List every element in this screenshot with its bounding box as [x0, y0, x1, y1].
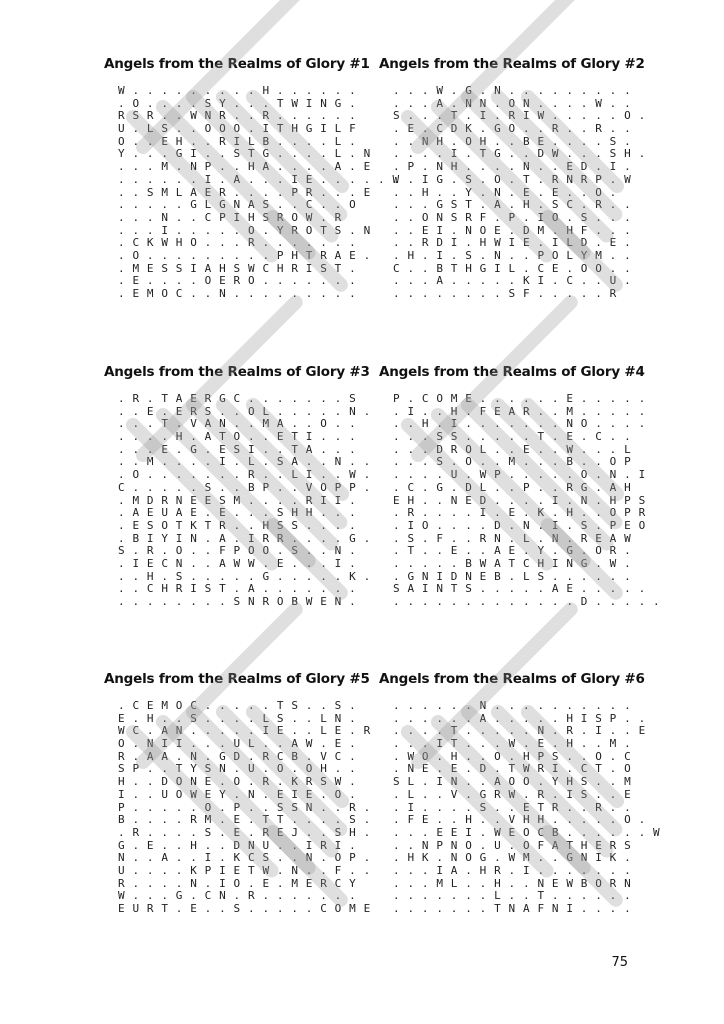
- grid-row: B . . . . R M . E . T T . . . . S .: [118, 813, 371, 827]
- grid-row: . . . . T . . . . . N . R . I . . E: [393, 724, 646, 738]
- grid-row: . . . W . G . N . . . . . . . . .: [393, 84, 632, 97]
- puzzle-title: Angels from the Realms of Glory #4: [379, 364, 645, 380]
- grid-row: . . S M L A E R . . . . P R . . . E: [118, 185, 371, 199]
- puzzle-title: Angels from the Realms of Glory #2: [379, 56, 645, 72]
- grid-row: . R . . . . S . E . R E J . . S H .: [118, 825, 371, 839]
- grid-row: . E M O C . . N . . . . . . . . .: [118, 287, 357, 300]
- grid-row: P . . . . . O . P . . S S N . . R .: [118, 800, 371, 814]
- grid-row: . M D R N E E S M . . . . R I I .: [118, 493, 357, 507]
- grid-row: G . E . . H . . D N U . . I R I .: [118, 838, 357, 852]
- puzzle-4: [379, 363, 661, 609]
- grid-row: . F E . . H . . V H H . . . . . O .: [393, 813, 646, 827]
- letter-grid: [118, 392, 371, 609]
- grid-row: . . . M L . . H . . N E W B O R N: [393, 876, 632, 890]
- grid-row: . . . . H . A T O . . E T I . . .: [118, 430, 357, 444]
- grid-row: . N E . E . D . T W R I . C T . O: [393, 762, 632, 776]
- puzzle-title: Angels from the Realms of Glory #5: [104, 671, 370, 687]
- grid-row: . . . . . . N . . . . . . . . . .: [393, 699, 632, 712]
- grid-row: . . . G S T . A . H . S C . R . .: [393, 198, 632, 212]
- grid-row: . . C H R I S T . A . . . . . . .: [118, 582, 357, 596]
- grid-row: . . N H . O H . . B E . . . . S .: [393, 134, 632, 148]
- grid-row: . . . . . . . T N A F N I . . . .: [393, 902, 632, 915]
- grid-row: . W O . H . . O . H P S . . O . C: [393, 749, 632, 763]
- grid-row: . . . . I . T G . . D W . . . S H .: [393, 147, 646, 161]
- grid-row: W C . A N . . . . . I E . . L E . R: [118, 724, 371, 738]
- page-number: 75: [611, 955, 628, 970]
- grid-row: . . . . U . W P . . . . . O . N . I: [393, 468, 646, 482]
- grid-row: N . . A . . I . K C S . . N . O P .: [118, 851, 371, 865]
- puzzle-1: [104, 55, 400, 301]
- grid-row: . G N I D N E B . L S . . . . . .: [393, 569, 632, 583]
- grid-row: . . N P N O . U . O F A T H E R S: [393, 838, 632, 852]
- grid-row: . I O . . . . D . N . I . S . P E O: [393, 518, 646, 532]
- grid-row: . . . S . O . . M . . . B . . O P: [393, 455, 632, 469]
- letter-grid: [393, 392, 661, 609]
- grid-row: E . H . . S . . . . L S . . L N .: [118, 711, 357, 725]
- puzzle-3: [104, 363, 371, 609]
- grid-row: E H . . N E D . . . . I . N . H P S: [393, 493, 646, 507]
- grid-row: C . . B T H G I L . C E . O O . .: [393, 261, 632, 275]
- letter-grid: [118, 84, 400, 301]
- grid-row: . . E I . N O E . D M . H F . . .: [393, 223, 632, 237]
- grid-row: . . . I T . . . W . E . H . . M .: [393, 737, 632, 751]
- grid-row: W . . . G . C N . R . . . . . . .: [118, 889, 357, 903]
- grid-row: R . . . . N . I O . E . M E R C Y: [118, 876, 357, 890]
- grid-row: . . . . . . . . S N R O B W E N .: [118, 595, 357, 608]
- grid-row: . R . T A E R G C . . . . . . . S: [118, 392, 357, 405]
- grid-row: . . . I A . H R . I . . . . . . .: [393, 863, 632, 877]
- puzzle-title: Angels from the Realms of Glory #3: [104, 364, 370, 380]
- grid-row: S L . I N . . A O O . Y H S . . M: [393, 775, 632, 789]
- grid-row: R S R . . W N R . . R . . . . . .: [118, 109, 357, 123]
- grid-row: W . . . . . . . . . H . . . . . .: [118, 84, 357, 97]
- puzzle-title: Angels from the Realms of Glory #6: [379, 671, 645, 687]
- grid-row: . O . . . . S Y . . . T W I N G .: [118, 96, 357, 110]
- grid-row: . . . . . . . . . . . . . D . . . . .: [393, 595, 661, 608]
- grid-row: . . H . S . . . . . G . . . . . K .: [118, 569, 371, 583]
- grid-row: Y . . . G I . . S T G . . . . L . N: [118, 147, 371, 161]
- grid-row: . I E C N . . A W W . E . . . I .: [118, 556, 357, 570]
- grid-row: . . . . . . . L . . T . . . . . .: [393, 889, 632, 903]
- letter-grid: [393, 699, 661, 916]
- grid-row: . I . . H . F E A R . . M . . . . .: [393, 404, 646, 418]
- puzzle-2: [379, 55, 646, 301]
- grid-row: . . . I . . . . . O . Y R O T S . N: [118, 223, 371, 237]
- grid-row: . H . I . S . N . . P O L Y M . .: [393, 248, 632, 262]
- grid-row: I . . U O W E Y . N . E I E . O .: [118, 787, 357, 801]
- grid-row: R . A A . N . G D . R C B . V C .: [118, 749, 357, 763]
- grid-row: . . . E E I . W E O C B . . . . . . W: [393, 825, 661, 839]
- grid-row: . O . . . . . . . R . . L I . . W .: [118, 468, 371, 482]
- grid-row: . C K W H O . . . R . . . . . . .: [118, 236, 357, 250]
- grid-row: . . R D I . H W I E . I L D . E .: [393, 236, 632, 250]
- puzzle-6: [379, 670, 661, 916]
- grid-row: E U R T . E . . S . . . . . C O M E: [118, 902, 371, 915]
- grid-row: . . H . I . . . . . . . N O . . . .: [393, 417, 646, 431]
- grid-row: . C . G . D L . . P . . R G . A H: [393, 480, 632, 494]
- puzzle-title: Angels from the Realms of Glory #1: [104, 56, 370, 72]
- grid-row: . P . N H . . . . N . . E D . I .: [393, 160, 632, 174]
- grid-row: . . . M . N P . . H A . . . . A . E: [118, 160, 371, 174]
- grid-row: . I . . . . S . . E T R . . R . .: [393, 800, 632, 814]
- grid-row: S P . . T Y S N . U . O . O H . .: [118, 762, 357, 776]
- grid-row: . . I G . S . O . T . R N R P . W: [393, 172, 632, 186]
- grid-row: . E . . . . O E R O . . . . . . .: [118, 274, 357, 288]
- grid-row: . . E . E R S . . O L . . . . . N .: [118, 404, 371, 418]
- grid-row: . . . E . G . E S I . . T A . . .: [118, 442, 357, 456]
- grid-row: . L . . V . G R W . R . I S . . E: [393, 787, 632, 801]
- letter-grid: [118, 699, 371, 916]
- grid-row: . A E U A E . E . . . S H H . . .: [118, 506, 357, 520]
- grid-row: . . . . . G L G N A S . . C . . O: [118, 198, 357, 212]
- grid-row: U . L S . . O O O . I T H G I L F: [118, 122, 357, 136]
- grid-row: P . C O M E . . . . . . E . . . . .: [393, 392, 646, 405]
- letter-grid: [393, 84, 646, 301]
- grid-row: . O . . . . . . . . . P H T R A E .: [118, 248, 371, 262]
- grid-row: . M E S S I A H S W C H R I S T .: [118, 261, 357, 275]
- grid-row: U . . . . K P I E T W . N . . F . .: [118, 863, 371, 877]
- grid-row: C . . . . . S . . B P . . V O P P .: [118, 480, 371, 494]
- grid-row: . H K . N O G . W M . . G N I K .: [393, 851, 632, 865]
- grid-row: . . . D R O L . . E . . W . . . L: [393, 442, 632, 456]
- grid-row: . T . . E . . A E . Y . G . O R .: [393, 544, 632, 558]
- grid-row: . . . . . B W A T C H I N G . W .: [393, 556, 632, 570]
- grid-row: S A I N T S . . . . . A E . . . . .: [393, 582, 646, 596]
- grid-row: . . . . . . I . A . . . I E . . . . . W: [118, 172, 400, 186]
- grid-row: . . . S S . . . . . T . E . C . .: [393, 430, 632, 444]
- grid-row: . . . . . . A . . . . . H I S P . .: [393, 711, 646, 725]
- grid-row: . . . T . V A N . . M A . . O . .: [118, 417, 357, 431]
- grid-row: . S . F . . R N . L . N . R E A W: [393, 531, 632, 545]
- grid-row: . . . A . . . . . K I . C . . U .: [393, 274, 632, 288]
- puzzle-5: [104, 670, 371, 916]
- grid-row: H . . D O N E . O . R . K R S W .: [118, 775, 357, 789]
- grid-row: . C E M O C . . . . . T S . . S .: [118, 699, 357, 712]
- grid-row: . . . N . . C P I H S R O W . R: [118, 210, 342, 224]
- grid-row: . . . A . N N . O N . . . . W . .: [393, 96, 632, 110]
- grid-row: . E . C D K . G O . . R . . R . .: [393, 122, 632, 136]
- grid-row: S . R . O . . F P O O . S . . N .: [118, 544, 357, 558]
- grid-row: . R . . . . I . E . K . H . . O P R: [393, 506, 646, 520]
- grid-row: . . O N S R F . P . I O . S . . .: [393, 210, 632, 224]
- grid-row: O . N I I . . . U L . . A W . E .: [118, 737, 357, 751]
- grid-row: S . . . T . I . R I W . . . . . O .: [393, 109, 646, 123]
- grid-row: . . H . . Y . N . E . E . . O .: [393, 185, 617, 199]
- grid-row: . . . . . . . . S F . . . . . R: [393, 287, 617, 300]
- grid-row: . B I Y I N . A . I R R . . . . G .: [118, 531, 371, 545]
- grid-row: . E S O T K T R . . H S S . . . .: [118, 518, 357, 532]
- grid-row: . . M . . . . I . L . S A . . N . .: [118, 455, 371, 469]
- grid-row: O . . E H . . R I L B . . . . L .: [118, 134, 357, 148]
